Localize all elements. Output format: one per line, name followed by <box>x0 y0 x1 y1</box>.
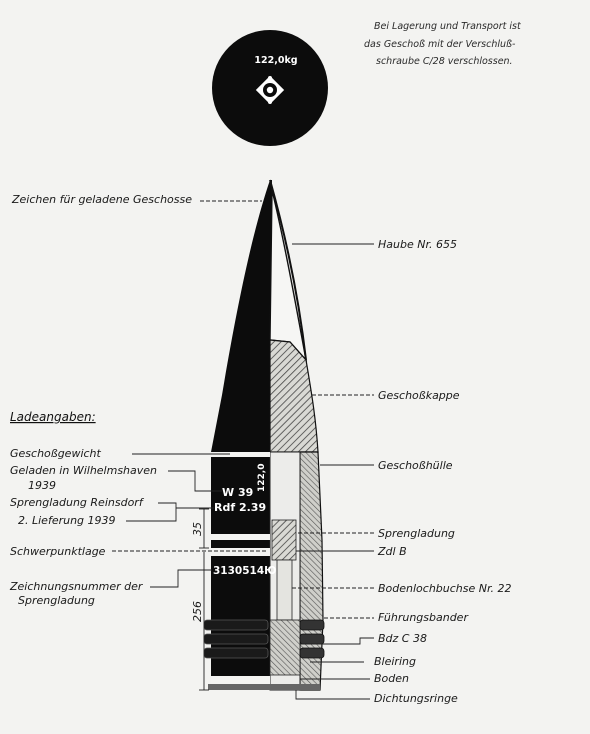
label-ladeangaben: Ladeangaben: <box>10 410 96 424</box>
marking-vertical-weight: 122,0 <box>257 463 267 492</box>
label-haube: Haube Nr. 655 <box>378 238 457 251</box>
label-sprengladung-line-2: 2. Lieferung 1939 <box>18 514 116 527</box>
label-huelle: Geschoßhülle <box>378 459 453 472</box>
label-fuehrung: Führungsbander <box>378 611 468 624</box>
label-bleiring: Bleiring <box>374 655 416 668</box>
bodenlochbuchse-section <box>277 560 292 620</box>
zdl-section <box>272 520 296 560</box>
label-geschossgewicht: Geschoßgewicht <box>10 447 101 460</box>
geschosskappe-section <box>270 340 318 452</box>
right-labels <box>292 238 512 705</box>
label-geladen-line-1: Geladen in Wilhelmshaven <box>10 464 158 477</box>
transport-note-line-2: das Geschoß mit der Verschluß- <box>364 39 516 50</box>
label-schwerpunkt: Schwerpunktlage <box>10 545 106 558</box>
label-kappe: Geschoßkappe <box>378 389 460 402</box>
marking-rdf: Rdf 2.39 <box>214 501 267 514</box>
marking-drawing-number: 3130514Ю <box>213 565 277 577</box>
label-sprengladung-right: Sprengladung <box>378 527 455 540</box>
boden-section <box>270 620 300 675</box>
dimension-256: 256 <box>191 601 204 622</box>
label-boden: Boden <box>374 672 409 685</box>
fuehrungsbaender <box>204 620 324 658</box>
label-sprengladung-line-1: Sprengladung Reinsdorf <box>10 496 143 509</box>
dimensions <box>191 509 209 690</box>
projectile-left-half <box>211 180 272 690</box>
marking-w39: W 39 <box>222 486 254 499</box>
transport-note <box>364 21 522 67</box>
base-weight-label: 122,0kg <box>254 55 298 66</box>
label-bodenloch: Bodenlochbuchse Nr. 22 <box>378 582 512 595</box>
transport-note-line-3: schraube C/28 verschlossen. <box>376 56 513 67</box>
base-view <box>212 30 328 146</box>
label-geladen-line-2: 1939 <box>28 479 56 492</box>
label-bdz: Bdz C 38 <box>378 632 427 645</box>
transport-note-line-1: Bei Lagerung und Transport ist <box>374 21 521 32</box>
label-zeichnung-line-1: Zeichnungsnummer der <box>10 580 143 593</box>
label-dichtung: Dichtungsringe <box>374 692 458 705</box>
label-zeichnung-line-2: Sprengladung <box>18 594 95 607</box>
dimension-35: 35 <box>191 522 204 536</box>
label-zdl: Zdl B <box>378 545 407 558</box>
projectile <box>204 180 324 690</box>
haube-section <box>270 190 306 360</box>
label-zeichen: Zeichen für geladene Geschosse <box>12 193 193 206</box>
